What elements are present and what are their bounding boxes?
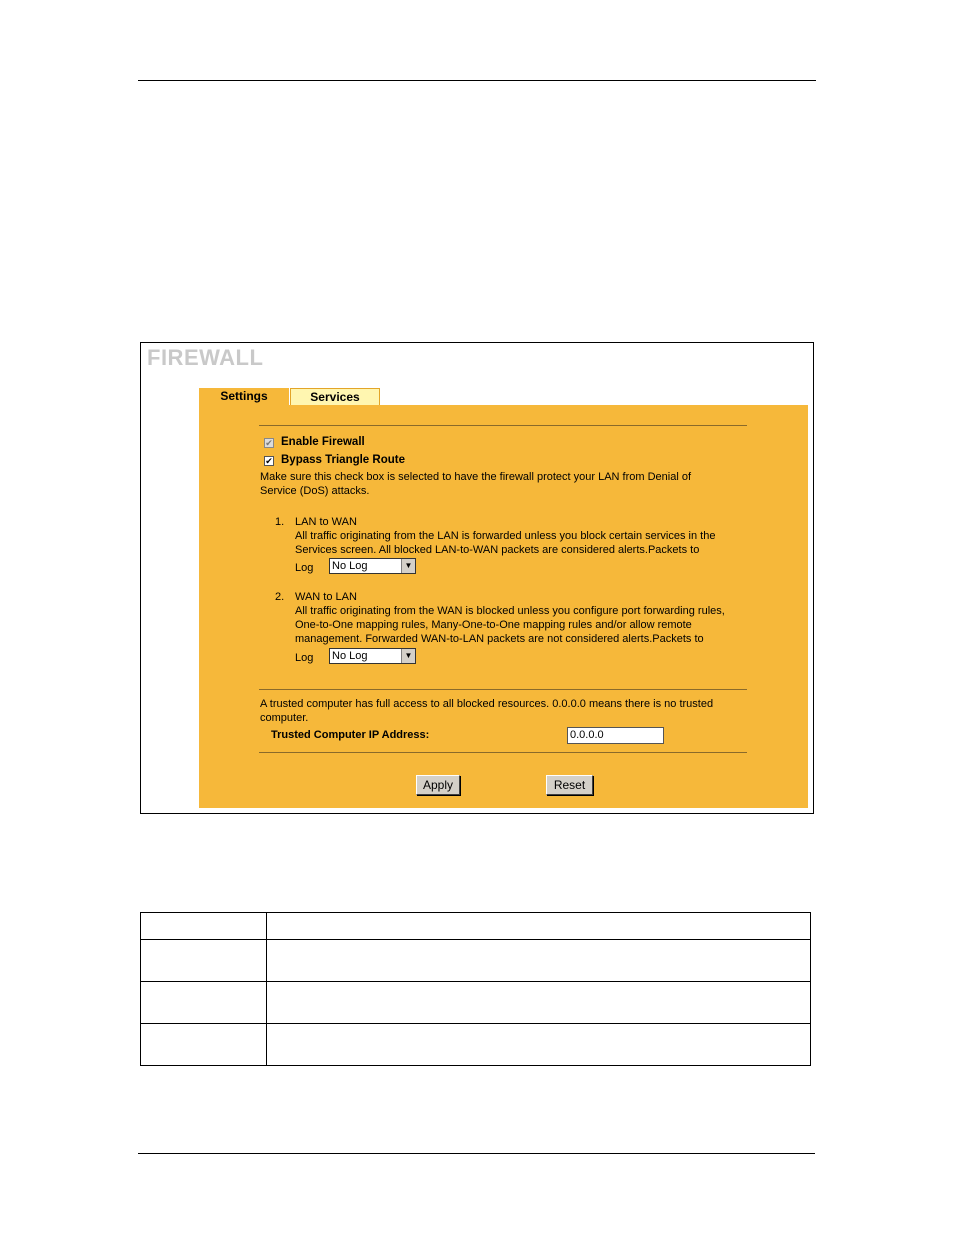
table-row <box>141 1024 811 1066</box>
reset-button[interactable]: Reset <box>546 775 593 795</box>
tab-settings[interactable]: Settings <box>199 388 289 405</box>
trusted-ip-input[interactable]: 0.0.0.0 <box>567 727 664 744</box>
table-row <box>141 940 811 982</box>
chevron-down-icon[interactable]: ▼ <box>401 649 415 663</box>
wan-to-lan-log-select[interactable] <box>329 648 416 664</box>
bypass-triangle-route-label: Bypass Triangle Route <box>281 454 405 466</box>
lan-to-wan-line1: All traffic originating from the LAN is forwarded unless you block certain services in the <box>295 530 716 542</box>
bypass-triangle-route-checkbox[interactable]: ✔ <box>265 456 273 466</box>
trusted-note-line2: computer. <box>260 712 309 724</box>
divider <box>259 689 747 690</box>
description-table <box>140 912 811 1066</box>
apply-button[interactable]: Apply <box>416 775 460 795</box>
tab-services[interactable]: Services <box>290 388 380 405</box>
lan-to-wan-log-label: Log <box>295 562 314 574</box>
wan-to-lan-heading: WAN to LAN <box>295 591 357 603</box>
lan-to-wan-heading: LAN to WAN <box>295 516 357 528</box>
dos-note-line2: Service (DoS) attacks. <box>260 485 370 497</box>
wan-to-lan-line1: All traffic originating from the WAN is blocked unless you configure port forwarding rules, <box>295 605 725 617</box>
chevron-down-icon[interactable]: ▼ <box>401 559 415 573</box>
trusted-note-line1: A trusted computer has full access to all blocked resources. 0.0.0.0 means there is no trusted <box>260 698 714 710</box>
page-title: FIREWALL <box>147 345 264 370</box>
table-row <box>141 982 811 1024</box>
wan-to-lan-log-label: Log <box>295 652 314 664</box>
wan-to-lan-line3: management. Forwarded WAN-to-LAN packets are not considered alerts.Packets to <box>295 633 704 645</box>
divider <box>259 425 747 426</box>
wan-to-lan-number: 2. <box>275 591 285 603</box>
table-row <box>141 913 811 940</box>
settings-panel <box>199 405 808 808</box>
footer-rule <box>138 1153 815 1154</box>
wan-to-lan-line2: One-to-One mapping rules, Many-One-to-One mapping rules and/or allow remote <box>295 619 692 631</box>
lan-to-wan-line2: Services screen. All blocked LAN-to-WAN packets are considered alerts.Packets to <box>295 544 700 556</box>
lan-to-wan-number: 1. <box>275 516 285 528</box>
lan-to-wan-log-select[interactable] <box>329 558 416 574</box>
firewall-screenshot <box>140 342 814 814</box>
header-rule <box>138 80 816 81</box>
lan-to-wan-log-value: No Log <box>332 560 368 572</box>
dos-note-line1: Make sure this check box is selected to have the firewall protect your LAN from Denial of <box>260 471 692 483</box>
enable-firewall-checkbox[interactable]: ✔ <box>265 438 273 448</box>
wan-to-lan-log-value: No Log <box>332 650 368 662</box>
divider <box>259 752 747 753</box>
enable-firewall-label: Enable Firewall <box>281 436 365 448</box>
trusted-ip-label: Trusted Computer IP Address: <box>271 729 430 741</box>
